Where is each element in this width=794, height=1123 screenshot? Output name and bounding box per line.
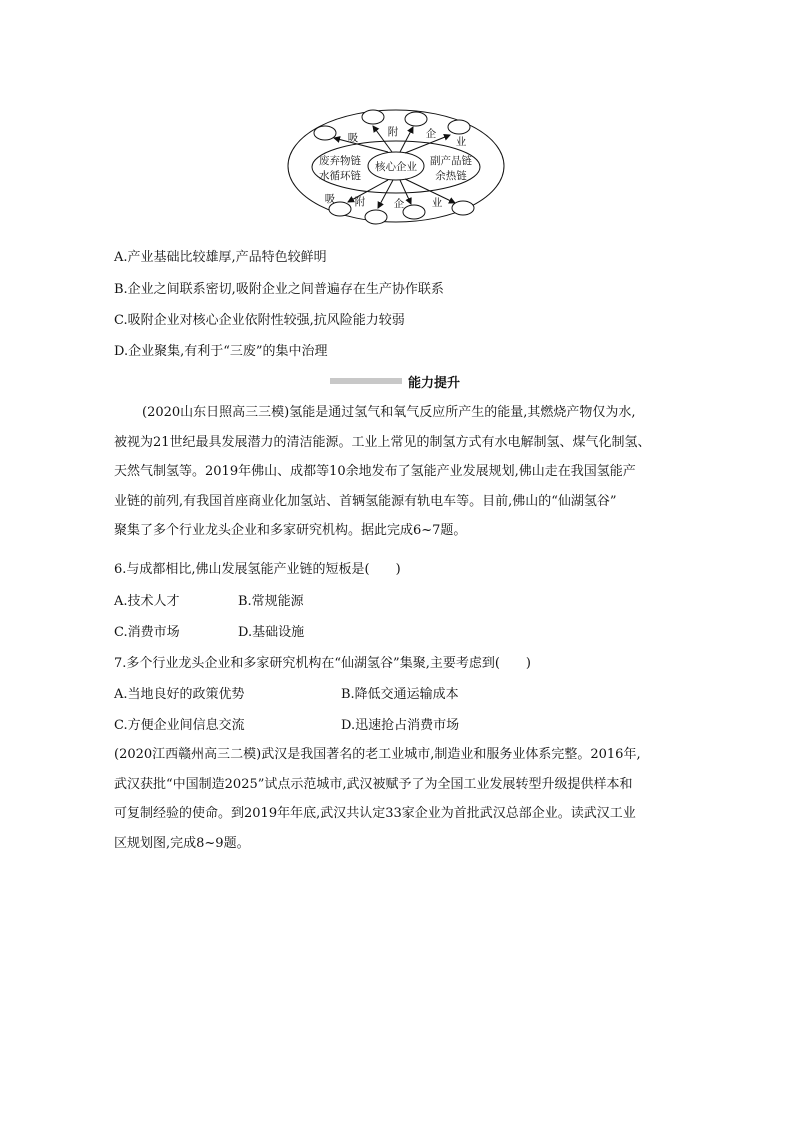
core-enterprise-label: 核心企业 bbox=[375, 161, 417, 173]
passage-line: (2020山东日照高三三模)氢能是通过氢气和氧气反应所产生的能量,其燃烧产物仅为水, bbox=[142, 405, 636, 420]
arrow bbox=[334, 138, 388, 152]
passage-line: 武汉获批“中国制造2025”试点示范城市,武汉被赋予了为全国工业发展转型升级提供样本和 bbox=[114, 776, 633, 792]
top-ring-char: 业 bbox=[455, 136, 467, 148]
arrow bbox=[400, 127, 413, 152]
section-header-bar bbox=[330, 378, 402, 384]
q6-option-d: D.基础设施 bbox=[238, 625, 305, 640]
satellite-enterprise bbox=[362, 110, 384, 124]
passage-line: 被视为21世纪最具发展潜力的清洁能源。工业上常见的制氢方式有水电解制氢、煤气化制氢、 bbox=[114, 434, 651, 450]
passage-line: 区规划图,完成8~9题。 bbox=[114, 835, 250, 851]
q6-option-c: C.消费市场 bbox=[114, 625, 180, 640]
q7-option-a: A.当地良好的政策优势 bbox=[114, 687, 245, 702]
passage-wuhan bbox=[114, 740, 680, 858]
top-ring-char: 企 bbox=[425, 128, 437, 140]
q5-option-a: A.产业基础比较雄厚,产品特色较鲜明 bbox=[114, 250, 327, 265]
q6-stem: 6.与成都相比,佛山发展氢能产业链的短板是( ) bbox=[114, 562, 401, 577]
section-title: 能力提升 bbox=[408, 376, 461, 391]
bottom-ring-char: 附 bbox=[354, 196, 366, 208]
passage-line: 可复制经验的使命。到2019年年底,武汉共认定33家企业为首批武汉总部企业。读武汉工业 bbox=[114, 806, 636, 821]
passage-line: (2020江西赣州高三二模)武汉是我国著名的老工业城市,制造业和服务业体系完整。2016年, bbox=[114, 747, 641, 762]
water-cycle-chain-label: 水循环链 bbox=[319, 170, 361, 182]
q6-option-b: B.常规能源 bbox=[238, 594, 304, 609]
bottom-ring-char: 企 bbox=[393, 198, 405, 210]
byproduct-chain-label: 副产品链 bbox=[430, 155, 472, 167]
q6-option-a: A.技术人才 bbox=[114, 594, 180, 609]
top-ring-char: 吸 bbox=[347, 132, 359, 144]
top-ring-char: 附 bbox=[387, 126, 399, 138]
waste-heat-chain-label: 余热链 bbox=[435, 170, 467, 182]
industrial-cluster-diagram bbox=[0, 0, 794, 240]
arrow bbox=[405, 179, 455, 203]
q5-option-c: C.吸附企业对核心企业依附性较强,抗风险能力较弱 bbox=[114, 313, 405, 328]
satellite-enterprise bbox=[314, 126, 336, 140]
satellite-enterprise bbox=[448, 120, 470, 134]
passage-line: 聚集了多个行业龙头企业和多家研究机构。据此完成6~7题。 bbox=[114, 523, 467, 538]
section-header bbox=[330, 372, 470, 390]
q7-option-b: B.降低交通运输成本 bbox=[341, 687, 459, 702]
bottom-ring-char: 吸 bbox=[324, 193, 336, 205]
q5-option-d: D.企业聚集,有利于“三废”的集中治理 bbox=[114, 344, 328, 359]
bottom-ring-char: 业 bbox=[431, 197, 443, 209]
satellite-enterprise bbox=[403, 205, 425, 219]
passage-line: 天然气制氢等。2019年佛山、成都等10余地发布了氢能产业发展规划,佛山走在我国氢能产 bbox=[114, 464, 636, 479]
q7-option-d: D.迅速抢占消费市场 bbox=[341, 718, 460, 733]
passage-line: 业链的前列,有我国首座商业化加氢站、首辆氢能源有轨电车等。目前,佛山的“仙湖氢谷” bbox=[114, 493, 617, 509]
q7-stem: 7.多个行业龙头企业和多家研究机构在“仙湖氢谷”集聚,主要考虑到( ) bbox=[114, 656, 531, 671]
satellite-enterprise bbox=[405, 112, 427, 126]
q5-option-b: B.企业之间联系密切,吸附企业之间普遍存在生产协作联系 bbox=[114, 282, 444, 297]
passage-hydrogen bbox=[114, 398, 680, 546]
waste-chain-label: 废弃物链 bbox=[319, 155, 361, 167]
q7-option-c: C.方便企业间信息交流 bbox=[114, 718, 245, 733]
satellite-enterprise bbox=[452, 201, 474, 215]
satellite-enterprise bbox=[365, 210, 387, 224]
